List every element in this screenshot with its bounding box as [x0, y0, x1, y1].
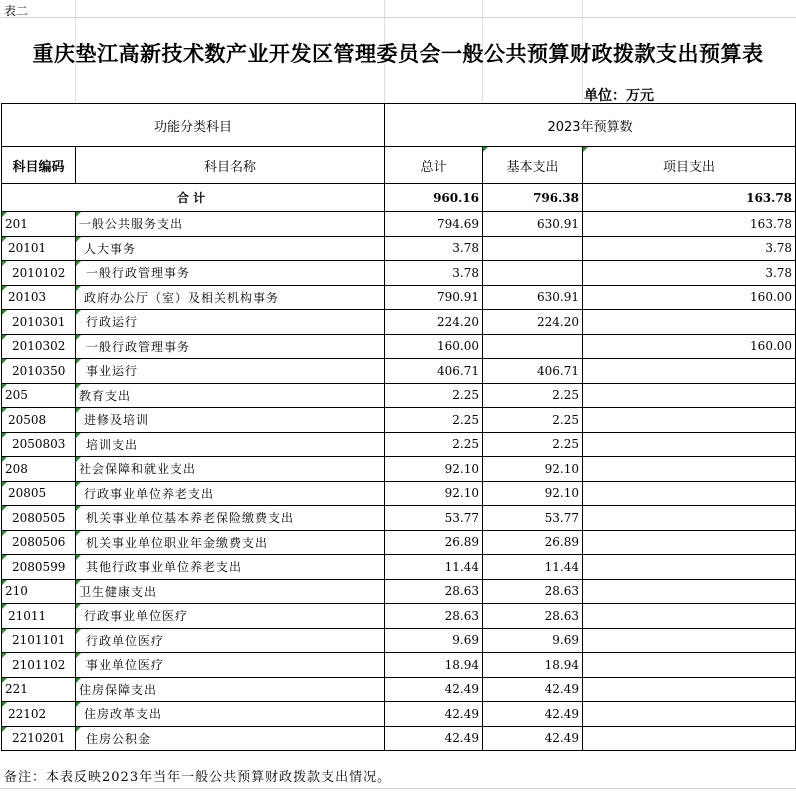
cell-code: 2010350	[2, 359, 76, 384]
cell-code: 2010102	[2, 261, 76, 286]
header-row-columns	[2, 147, 796, 184]
header-category-group: 功能分类科目	[2, 104, 385, 147]
cell-basic: 630.91	[483, 285, 583, 310]
cell-name: 事业运行	[76, 359, 385, 384]
cell-total: 53.77	[385, 506, 483, 531]
cell-name: 一般行政管理事务	[76, 334, 385, 359]
cell-total: 42.49	[385, 726, 483, 751]
cell-basic: 2.25	[483, 408, 583, 433]
cell-total: 28.63	[385, 579, 483, 604]
cell-total: 794.69	[385, 212, 483, 237]
cell-project: 160.00	[583, 285, 796, 310]
cell-total: 3.78	[385, 236, 483, 261]
cell-code: 2080505	[2, 506, 76, 531]
cell-code: 2010301	[2, 310, 76, 335]
table-row	[2, 212, 796, 237]
cell-name: 教育支出	[76, 383, 385, 408]
cell-total: 9.69	[385, 628, 483, 653]
table-row	[2, 481, 796, 506]
cell-project	[583, 432, 796, 457]
cell-name: 人大事务	[76, 236, 385, 261]
cell-name: 行政单位医疗	[76, 628, 385, 653]
cell-basic	[483, 261, 583, 286]
cell-basic	[483, 334, 583, 359]
cell-code: 22102	[2, 702, 76, 727]
grid-line	[0, 17, 796, 18]
cell-code: 2010302	[2, 334, 76, 359]
cell-code: 20508	[2, 408, 76, 433]
cell-basic: 9.69	[483, 628, 583, 653]
cell-project	[583, 408, 796, 433]
cell-total: 2.25	[385, 383, 483, 408]
header-row-group	[2, 104, 796, 147]
cell-project: 163.78	[583, 212, 796, 237]
cell-name: 一般公共服务支出	[76, 212, 385, 237]
sheet-caption: 表二	[4, 4, 29, 18]
table-row	[2, 702, 796, 727]
cell-name: 住房公积金	[76, 726, 385, 751]
cell-basic: 92.10	[483, 457, 583, 482]
cell-code: 2080506	[2, 530, 76, 555]
table-row	[2, 677, 796, 702]
table-row	[2, 408, 796, 433]
total-project: 163.78	[583, 184, 796, 212]
cell-total: 28.63	[385, 604, 483, 629]
cell-total: 2.25	[385, 408, 483, 433]
cell-code: 2050803	[2, 432, 76, 457]
table-row	[2, 506, 796, 531]
header-budget-group: 2023年预算数	[385, 104, 796, 147]
cell-name: 卫生健康支出	[76, 579, 385, 604]
header-basic: 基本支出	[483, 147, 583, 184]
cell-total: 92.10	[385, 481, 483, 506]
cell-project	[583, 677, 796, 702]
cell-code: 20101	[2, 236, 76, 261]
cell-project	[583, 628, 796, 653]
total-sum: 960.16	[385, 184, 483, 212]
cell-project: 3.78	[583, 236, 796, 261]
cell-total: 2.25	[385, 432, 483, 457]
cell-name: 事业单位医疗	[76, 653, 385, 678]
cell-basic: 92.10	[483, 481, 583, 506]
page-title: 重庆垫江高新技术数产业开发区管理委员会一般公共预算财政拨款支出预算表	[32, 41, 764, 66]
cell-name: 机关事业单位基本养老保险缴费支出	[76, 506, 385, 531]
total-row	[2, 184, 796, 212]
cell-project: 3.78	[583, 261, 796, 286]
grid-line	[0, 788, 796, 789]
header-code: 科目编码	[2, 147, 76, 184]
cell-total: 790.91	[385, 285, 483, 310]
cell-basic	[483, 236, 583, 261]
cell-project	[583, 383, 796, 408]
cell-total: 42.49	[385, 702, 483, 727]
cell-project	[583, 702, 796, 727]
cell-total: 92.10	[385, 457, 483, 482]
cell-name: 政府办公厅（室）及相关机构事务	[76, 285, 385, 310]
cell-basic: 53.77	[483, 506, 583, 531]
cell-project	[583, 359, 796, 384]
cell-code: 208	[2, 457, 76, 482]
cell-project	[583, 506, 796, 531]
cell-basic: 224.20	[483, 310, 583, 335]
cell-total: 3.78	[385, 261, 483, 286]
cell-total: 406.71	[385, 359, 483, 384]
cell-project	[583, 481, 796, 506]
cell-basic: 42.49	[483, 677, 583, 702]
cell-project: 160.00	[583, 334, 796, 359]
cell-total: 11.44	[385, 555, 483, 580]
cell-basic: 18.94	[483, 653, 583, 678]
cell-code: 205	[2, 383, 76, 408]
cell-project	[583, 310, 796, 335]
unit-label: 单位：万元	[584, 88, 654, 104]
cell-total: 18.94	[385, 653, 483, 678]
cell-basic: 406.71	[483, 359, 583, 384]
cell-basic: 2.25	[483, 432, 583, 457]
cell-total: 160.00	[385, 334, 483, 359]
cell-code: 201	[2, 212, 76, 237]
header-name: 科目名称	[76, 147, 385, 184]
cell-project	[583, 726, 796, 751]
cell-project	[583, 653, 796, 678]
cell-name: 行政运行	[76, 310, 385, 335]
cell-code: 21011	[2, 604, 76, 629]
table-row	[2, 334, 796, 359]
cell-project	[583, 579, 796, 604]
cell-name: 机关事业单位职业年金缴费支出	[76, 530, 385, 555]
cell-name: 行政事业单位医疗	[76, 604, 385, 629]
cell-code: 2210201	[2, 726, 76, 751]
cell-basic: 26.89	[483, 530, 583, 555]
table-row	[2, 432, 796, 457]
cell-project	[583, 530, 796, 555]
cell-project	[583, 457, 796, 482]
cell-name: 进修及培训	[76, 408, 385, 433]
footnote: 备注：本表反映2023年当年一般公共预算财政拨款支出情况。	[4, 770, 392, 785]
cell-project	[583, 604, 796, 629]
table-row	[2, 310, 796, 335]
total-label: 合计	[2, 184, 385, 212]
table-row	[2, 359, 796, 384]
cell-basic: 11.44	[483, 555, 583, 580]
cell-name: 社会保障和就业支出	[76, 457, 385, 482]
cell-basic: 2.25	[483, 383, 583, 408]
table-row	[2, 579, 796, 604]
table-row	[2, 726, 796, 751]
cell-name: 住房保障支出	[76, 677, 385, 702]
cell-code: 20805	[2, 481, 76, 506]
cell-name: 培训支出	[76, 432, 385, 457]
cell-basic: 28.63	[483, 604, 583, 629]
cell-name: 一般行政管理事务	[76, 261, 385, 286]
table-row	[2, 457, 796, 482]
cell-name: 行政事业单位养老支出	[76, 481, 385, 506]
cell-name: 住房改革支出	[76, 702, 385, 727]
header-total: 总计	[385, 147, 483, 184]
header-project: 项目支出	[583, 147, 796, 184]
total-basic: 796.38	[483, 184, 583, 212]
cell-name: 其他行政事业单位养老支出	[76, 555, 385, 580]
cell-code: 221	[2, 677, 76, 702]
cell-basic: 630.91	[483, 212, 583, 237]
cell-basic: 42.49	[483, 702, 583, 727]
table-row	[2, 628, 796, 653]
cell-code: 20103	[2, 285, 76, 310]
table-row	[2, 261, 796, 286]
table-row	[2, 530, 796, 555]
table-row	[2, 383, 796, 408]
cell-basic: 28.63	[483, 579, 583, 604]
table-row	[2, 653, 796, 678]
table-row	[2, 285, 796, 310]
cell-basic: 42.49	[483, 726, 583, 751]
cell-project	[583, 555, 796, 580]
cell-code: 2101102	[2, 653, 76, 678]
table-row	[2, 604, 796, 629]
cell-code: 2101101	[2, 628, 76, 653]
budget-table	[1, 103, 796, 751]
cell-total: 224.20	[385, 310, 483, 335]
cell-code: 210	[2, 579, 76, 604]
cell-total: 26.89	[385, 530, 483, 555]
table-row	[2, 555, 796, 580]
table-row	[2, 236, 796, 261]
cell-total: 42.49	[385, 677, 483, 702]
cell-code: 2080599	[2, 555, 76, 580]
